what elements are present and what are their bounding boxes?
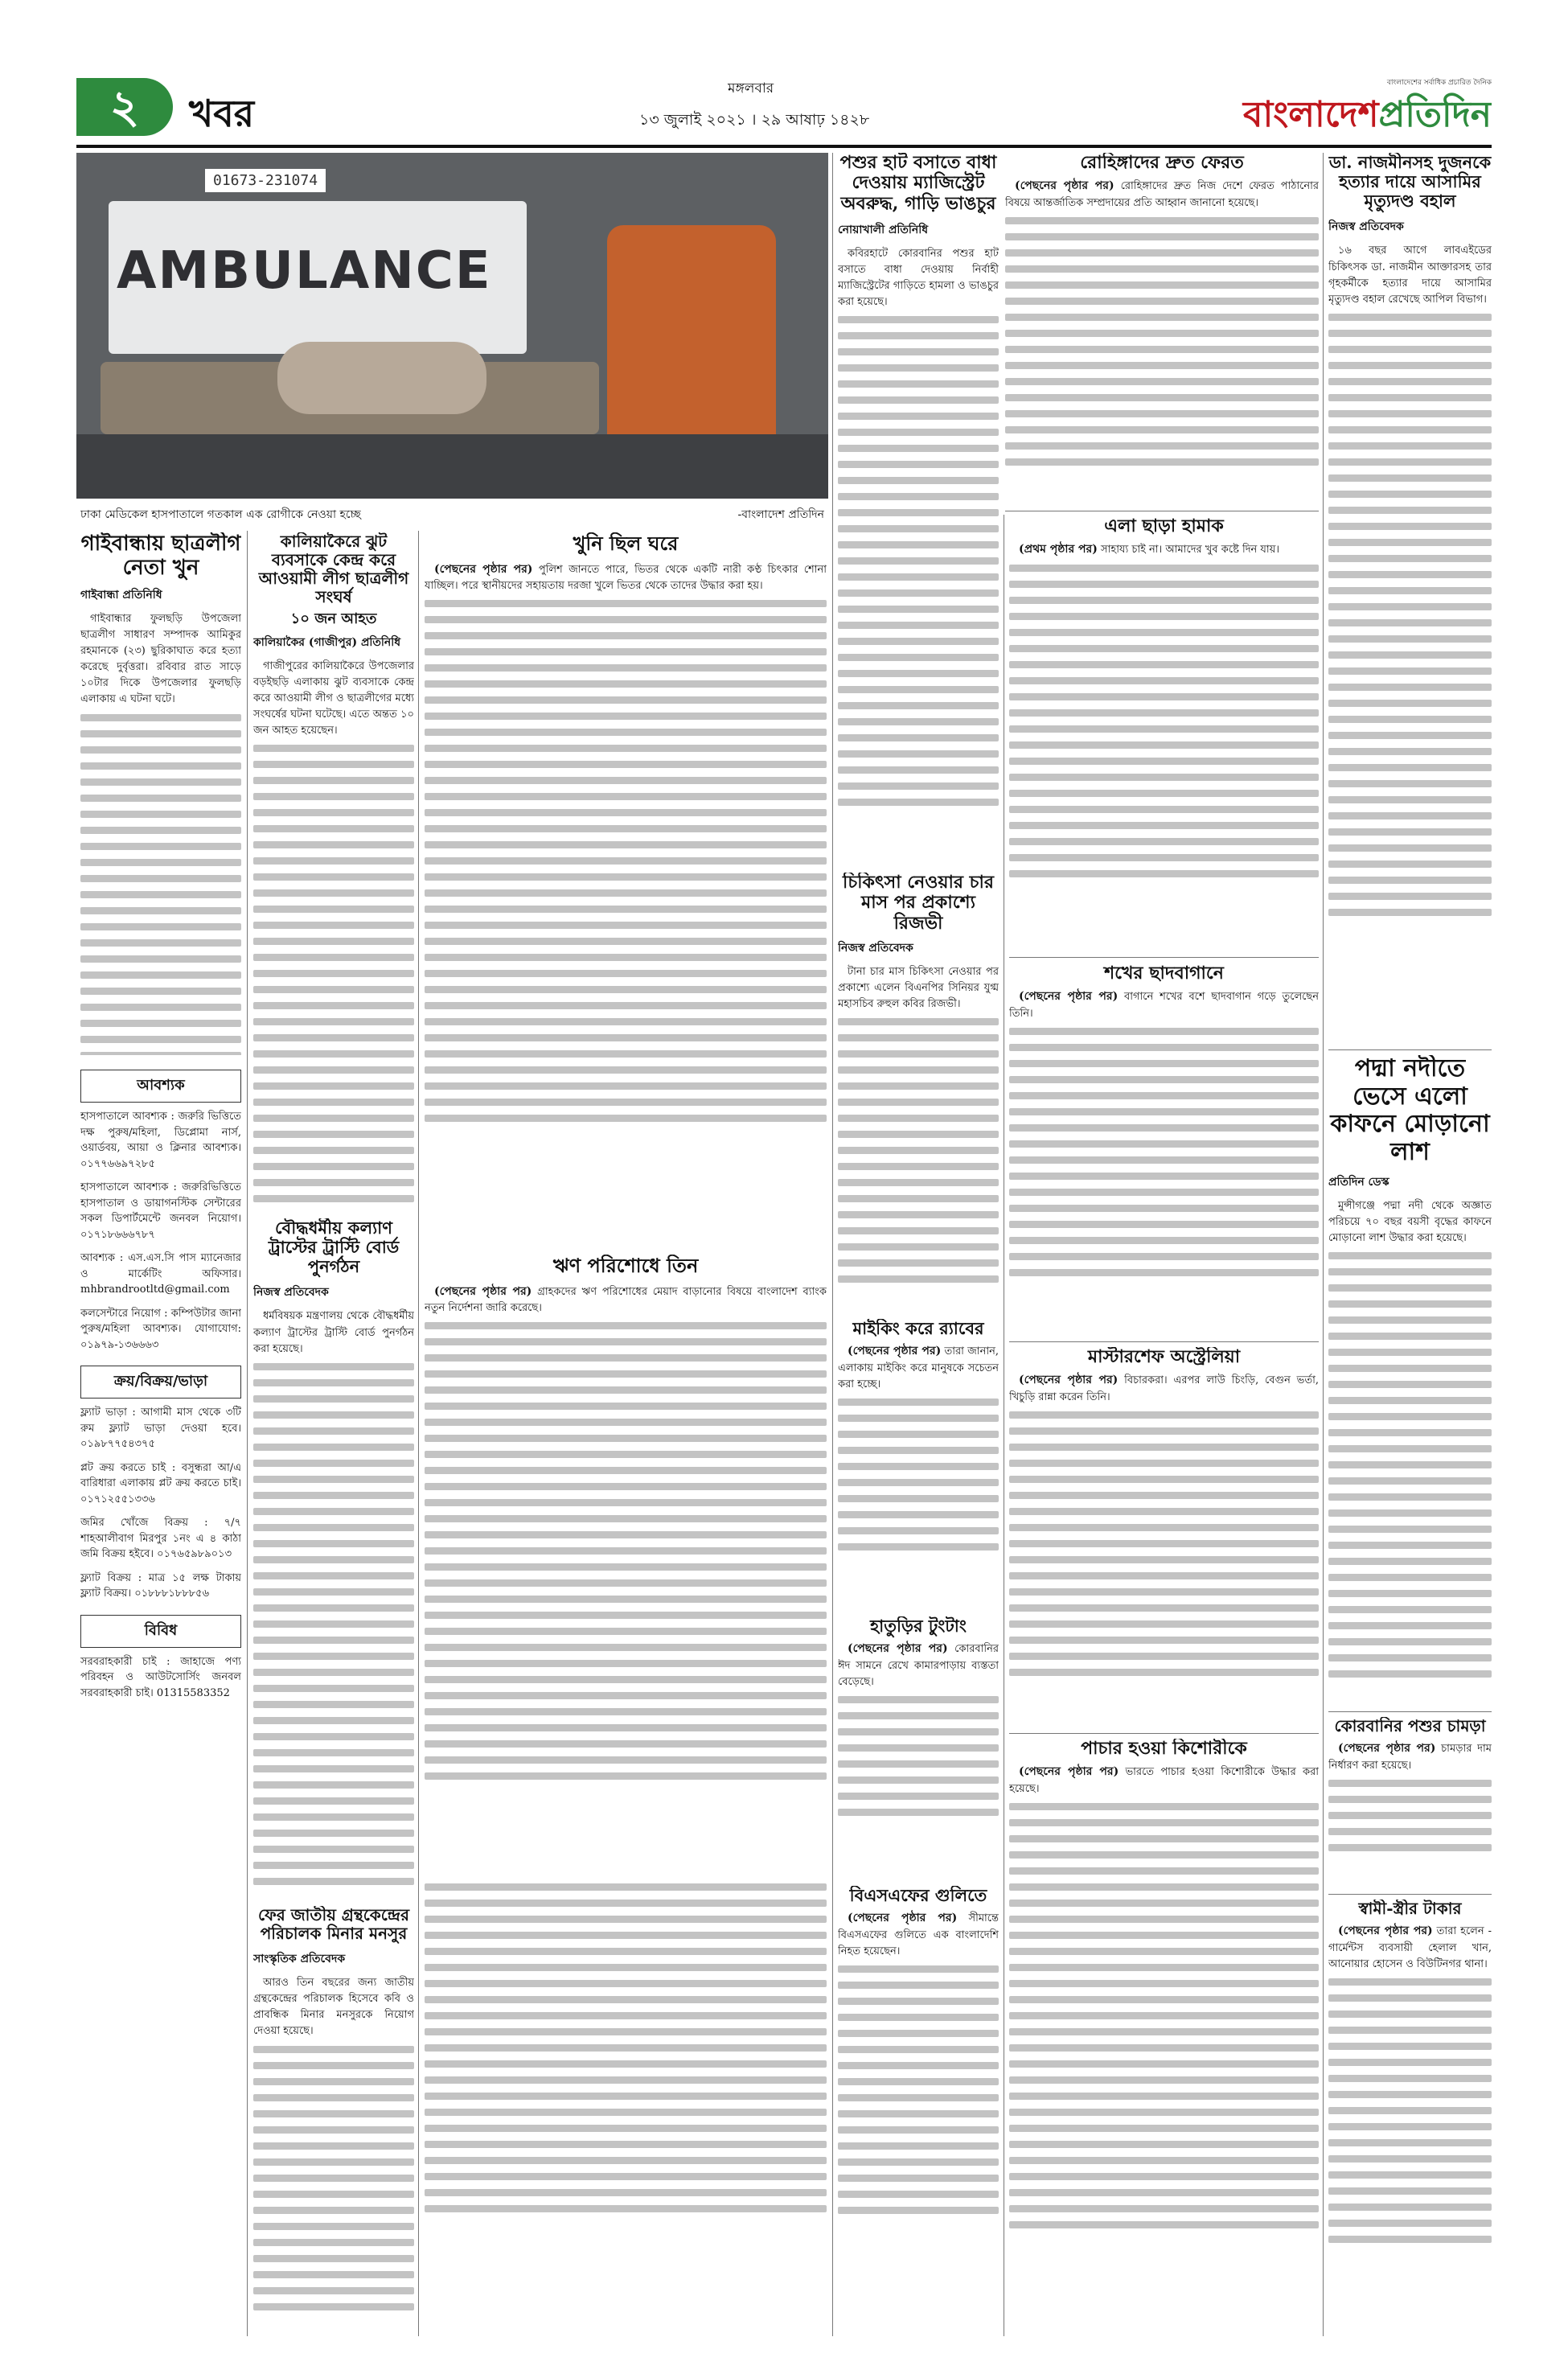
photo-caption: ঢাকা মেডিকেল হাসপাতালে গতকাল এক রোগীকে নেওয়া হচ্ছে [80,508,361,521]
masthead-rule [76,145,1492,148]
text-block [425,600,827,1122]
column-rule [247,531,248,2336]
article-couple-money [1328,1900,1492,2336]
article-jump: (পেছনের পৃষ্ঠার পর) [1015,179,1114,193]
article-kaliakoir [253,532,414,1208]
classified-ad: প্লট ক্রয় করতে চাই : বসুন্ধরা আ/এ বারিধারা এলাকায় প্লট ক্রয় করতে চাই। ০১৭১২৫৫১৩৩৬ [80,1461,241,1505]
section-rule [1328,1894,1492,1895]
text-block [838,1399,999,1550]
brand-name [1243,88,1492,141]
article-lead: ভারতে পাচার হওয়া কিশোরীকে উদ্ধার করা হয়েছে। [1009,1766,1319,1795]
article-body [1328,1923,1492,2243]
article-loan-continued [425,1878,827,2336]
article-subheadline: ১০ জন আহত [290,610,377,627]
article-minar-mansur [253,1906,414,2336]
article-buddhist-trust [253,1218,414,1894]
article-lead: টানা চার মাস চিকিৎসা নেওয়ার পর প্রকাশ্যে এলেন বিএনপির সিনিয়র যুগ্ম মহাসচিব রুহুল কবির রিজভী। [838,965,999,1011]
section-rule [1328,1049,1492,1050]
article-lead: গ্রাহকদের ঋণ পরিশোধের মেয়াদ বাড়ানোর বিষয়ে বাংলাদেশ ব্যাংক নতুন নির্দেশনা জারি করেছে। [425,1285,827,1315]
article-byline: নিজস্ব প্রতিবেদক [253,1286,329,1300]
article-ela-chara-hamak [1009,516,1319,951]
article-lead: সাহায্য চাই না। আমাদের খুব কষ্টে দিন যায়। [1101,544,1279,557]
article-cattle-market [838,153,999,860]
article-lead: সীমান্তে বিএসএফের গুলিতে এক বাংলাদেশি নিহত হয়েছেন। [838,1912,999,1957]
article-headline: পদ্মা নদীতে ভেসে এলো কাফনে মোড়ানো লাশ [1330,1055,1490,1166]
article-lead: মুন্সীগঞ্জে পদ্মা নদী থেকে অজ্ঞাত পরিচয়ে ৭০ বছর বয়সী বৃদ্ধের কাফনে মোড়ানো লাশ উদ্ধার করা হয়েছে। [1328,1200,1492,1245]
text-block [1009,565,1319,877]
article-gaibandha [80,532,241,1055]
article-headline: বিএসএফের গুলিতে [849,1886,987,1905]
article-byline: গাইবান্ধা প্রতিনিধি [80,588,162,602]
masthead [76,76,1492,141]
column-rule [418,531,419,2336]
article-lead: তারা হলেন - গার্মেন্টস ব্যবসায়ী হেলাল খান, আনোয়ার হোসেন ও বিউটিনগর থানা। [1328,1925,1492,1970]
article-headline: ডা. নাজমীনসহ দুজনকে হত্যার দায়ে আসামির মৃত্যুদণ্ড বহাল [1328,153,1492,212]
article-body [838,1343,999,1550]
ambulance-label: AMBULANCE [117,241,492,301]
article-lead: চামড়ার দাম নির্ধারণ করা হয়েছে। [1328,1743,1492,1772]
section-rule [1009,1341,1319,1342]
brand-name-part2: প্রতিদিন [1378,94,1492,135]
article-byline: প্রতিদিন ডেস্ক [1328,1176,1389,1189]
article-body [838,1910,999,2214]
article-lead: আরও তিন বছরের জন্য জাতীয় গ্রন্থকেন্দ্রের পরিচালক হিসেবে কবি ও প্রাবন্ধিক মিনার মনসুরকে নিয়োগ দেওয়া হয়েছে। [253,1977,414,2038]
section-rule [1328,1711,1492,1712]
classified-list-buysell [80,1405,241,1602]
classified-ad: হাসপাতালে আবশ্যক : জরুরিভিত্তিতে হাসপাতাল ও ডায়াগনস্টিক সেন্টারের সকল ডিপার্টমেন্টে জনবল নিয়োগ। ০১৭১৮৬৬৬৭৮৭ [80,1181,241,1241]
article-lead: তারা জানান, এলাকায় মাইকিং করে মানুষকে সচেতন করা হচ্ছে। [838,1345,999,1390]
article-body [1328,243,1492,916]
article-body [1009,1372,1319,1676]
article-body [838,964,999,1283]
article-jump: (পেছনের পৃষ্ঠার পর) [1338,1924,1433,1937]
text-block [1009,1411,1319,1676]
article-jump: (পেছনের পৃষ্ঠার পর) [1019,990,1119,1004]
text-block [425,1883,827,2212]
article-jump: (পেছনের পৃষ্ঠার পর) [848,1912,958,1925]
text-block [253,745,414,1208]
article-trafficked-girl [1009,1739,1319,2336]
text-block [1328,1252,1492,1678]
article-byline: কালিয়াকৈর (গাজীপুর) প্রতিনিধি [253,635,401,649]
section-title: খবর [189,92,255,135]
brand-name-part1: বাংলাদেশ [1243,94,1379,135]
article-body [1005,178,1319,466]
article-body [1009,988,1319,1276]
article-headline: ফের জাতীয় গ্রন্থকেন্দ্রের পরিচালক মিনার মনসুর [258,1906,409,1943]
phone-plate: 01673-231074 [205,169,326,192]
text-block [1009,1803,1319,2228]
article-body [425,1284,827,1780]
classified-header-buysell: ক্রয়/বিক্রয়/ভাড়া [80,1366,241,1399]
article-headline: বৌদ্ধধর্মীয় কল্যাণ ট্রাস্টের ট্রাস্টি বোর্ড পুনর্গঠন [268,1218,400,1277]
text-block [1009,1028,1319,1276]
article-roof-garden [1009,963,1319,1337]
article-headline: মাস্টারশেফ অস্ট্রেলিয়া [1087,1347,1241,1367]
article-headline: কালিয়াকৈরে ঝুট ব্যবসাকে কেন্দ্র করে আওয়ামী লীগ ছাত্রলীগ সংঘর্ষ [258,532,409,606]
classified-ad: ফ্ল্যাট বিক্রয় : মাত্র ১৫ লক্ষ টাকায় ফ্ল্যাট বিক্রয়। ০১৮৮৮১৮৮৮৫৬ [80,1571,241,1600]
text-block [1328,314,1492,916]
classified-ad: হাসপাতালে আবশ্যক : জরুরি ভিত্তিতে দক্ষ পুরুষ/মহিলা, ডিপ্লোমা নার্স, ওয়ার্ডবয়, আয়া ও ক্লিনার আবশ্যক। ০১৭৭৬৬৯৭২৮৫ [80,1111,241,1170]
article-lead: গাজীপুরের কালিয়াকৈরে উপজেলার বড়ইছড়ি এলাকায় ঝুট ব্যবসাকে কেন্দ্র করে আওয়ামী লীগ ও ছাত্রলীগের মধ্যে সংঘর্ষের ঘটনা ঘটেছে। এতে অন্তত ১০ জন আহত হয়েছেন। [253,659,414,737]
text-block [838,316,999,806]
article-nazmin-verdict [1328,153,1492,1045]
article-headline: হাতুড়ির টুংটাং [870,1616,967,1636]
article-headline: শখের ছাদবাগানে [1104,963,1224,984]
page-number: ২ [76,78,173,136]
classified-list-misc [80,1654,241,1702]
newspaper-logo [1218,76,1492,139]
classified-list-wanted [80,1109,241,1353]
article-byline: নোয়াখালী প্রতিনিধি [838,223,929,236]
section-rule [1009,1733,1319,1734]
article-body [1009,541,1319,877]
text-block [253,2046,414,2310]
article-masterchef [1009,1347,1319,1729]
text-block [425,1322,827,1780]
article-killer-at-home [425,532,827,1208]
issue-day: মঙ্গলবার [728,80,774,97]
article-body [838,246,999,807]
column-rule [832,153,833,2336]
article-bsf-firing [838,1886,999,2336]
article-jump: (পেছনের পৃষ্ঠার পর) [1019,1374,1119,1387]
article-body [253,659,414,1208]
article-body [838,1641,999,1816]
classified-header-wanted: আবশ্যক [80,1070,241,1103]
classified-ad: সরবরাহকারী চাই : জাহাজে পণ্য পরিবহন ও আউটসোর্সিং জনবল সরবরাহকারী চাই। 01315583352 [80,1655,241,1699]
article-jump: (পেছনের পৃষ্ঠার পর) [434,562,533,576]
article-rab-miking [838,1319,999,1608]
text-block [1328,1978,1492,2243]
article-jump: (পেছনের পৃষ্ঠার পর) [848,1345,942,1358]
section-rule [1009,957,1319,958]
article-byline: নিজস্ব প্রতিবেদক [1328,220,1404,234]
article-padma-body [1328,1055,1492,1707]
article-body [425,1883,827,2212]
photo-floor [76,434,828,499]
article-rohingya [1005,153,1319,507]
classified-header-misc: বিবিধ [80,1615,241,1648]
news-photo [76,153,828,499]
article-body [253,1975,414,2310]
article-loan-repayment [425,1255,827,1866]
article-body [80,611,241,1055]
article-body [1328,1198,1492,1678]
article-headline: চিকিৎসা নেওয়ার চার মাস পর প্রকাশ্যে রিজভী [843,873,994,934]
patient-figure [277,342,486,414]
classified-ad: ফ্ল্যাট ভাড়া : আগামী মাস থেকে ৩টি রুম ফ্ল্যাট ভাড়া দেওয়া হবে। ০১৯৮৭৭৫৪৩৭৫ [80,1407,241,1450]
column-rule [1323,153,1324,2336]
article-rizvi [838,873,999,1307]
text-block [80,714,241,1055]
classified-ad: জমির খোঁজে বিক্রয় : ৭/৭ শাহআলীবাগ মিরপুর ১নং এ ৪ কাঠা জমি বিক্রয় হইবে। ০১৭৬৫৯৮৯০১৩ [80,1517,241,1560]
article-lead: কবিরহাটে কোরবানির পশুর হাট বসাতে বাধা দেওয়ায় নির্বাহী ম্যাজিস্ট্রেটের গাড়িতে হামলা ও ভাঙচুর করা হয়েছে। [838,247,999,309]
article-lead: পুলিশ জানতে পারে, ভিতর থেকে একটি নারী কণ্ঠ চিৎকার শোনা যাচ্ছিল। পরে স্থানীয়দের সহায়তায় দরজা খুলে ভিতর থেকে তাদের উদ্ধার করা হয়। [425,563,827,593]
issue-date: ১৩ জুলাই ২০২১ । ২৯ আষাঢ় ১৪২৮ [639,111,870,129]
article-hammer [838,1616,999,1874]
article-lead: বাগানে শখের বশে ছাদবাগান গড়ে তুলেছেন তিনি। [1009,991,1319,1020]
article-headline: মাইকিং করে র‌্যাবের [852,1319,984,1338]
text-block [1328,1780,1492,1851]
text-block [838,1018,999,1283]
article-lead: ১৬ বছর আগে লাবএইডের চিকিৎসক ডা. নাজমীন আক্তারসহ তার গৃহকর্মীকে হত্যার দায়ে আসামির মৃত্যুদণ্ড বহাল রেখেছে আপিল বিভাগ। [1328,244,1492,306]
article-headline: পশুর হাট বসাতে বাধা দেওয়ায় ম্যাজিস্ট্রেট অবরুদ্ধ, গাড়ি ভাঙচুর [839,153,997,214]
classified-ad: আবশ্যক : এস.এস.সি পাস ম্যানেজার ও মার্কেটিং অফিসার। mhbrandrootltd@gmail.com [80,1252,241,1296]
article-lead: কোরবানির ঈদ সামনে রেখে কামারপাড়ায় ব্যস্ততা বেড়েছে। [838,1643,999,1688]
text-block [1005,217,1319,466]
article-lead: গাইবান্ধার ফুলছড়ি উপজেলা ছাত্রলীগ সাধারণ সম্পাদক আমিকুর রহমানকে (২৩) ছুরিকাঘাত করে হত্যা করেছে দুর্বৃত্তরা। রবিবার রাত সাড়ে ১০টার দিকে উপজেলার ফুলছড়ি এলাকায় এ ঘটনা ঘটে। [80,612,241,706]
article-body [1009,1764,1319,2228]
article-headline: রোহিঙ্গাদের দ্রুত ফেরত [1080,153,1244,173]
article-headline: ঋণ পরিশোধে তিন [552,1255,699,1277]
article-jump: (পেছনের পৃষ্ঠার পর) [848,1642,948,1656]
classified-ad: কলসেন্টারে নিয়োগ : কম্পিউটার জানা পুরুষ/মহিলা আবশ্যক। যোগাযোগ: ০১৯৭৯-১৩৬৬৬৩ [80,1307,241,1351]
brand-tagline: বাংলাদেশের সর্বাধিক প্রচারিত দৈনিক [1386,79,1492,87]
article-byline: নিজস্ব প্রতিবেদক [838,941,913,955]
article-body [253,1308,414,1884]
article-headline: কোরবানির পশুর চামড়া [1334,1717,1486,1735]
article-lead: ধর্মবিষয়ক মন্ত্রণালয় থেকে বৌদ্ধধর্মীয় কল্যাণ ট্রাস্টের ট্রাস্টি বোর্ড পুনর্গঠন করা হয়েছে। [253,1310,414,1355]
article-headline: গাইবান্ধায় ছাত্রলীগ নেতা খুন [80,532,241,580]
article-jump: (পেছনের পৃষ্ঠার পর) [434,1284,532,1298]
article-jump: (প্রথম পৃষ্ঠার পর) [1019,543,1098,557]
article-headline: স্বামী-স্ত্রীর টাকার [1358,1900,1462,1918]
article-headline: পাচার হওয়া কিশোরীকে [1081,1739,1247,1759]
classifieds-column [80,1070,241,2336]
article-hide-price [1328,1717,1492,1890]
photo-credit: -বাংলাদেশ প্রতিদিন [737,508,824,521]
article-byline: সাংস্কৃতিক প্রতিবেদক [253,1953,346,1965]
text-block [838,1696,999,1816]
text-block [838,1965,999,2214]
article-body [425,561,827,1123]
article-headline: এলা ছাড়া হামাক [1104,516,1224,536]
article-body [1328,1740,1492,1851]
article-jump: (পেছনের পৃষ্ঠার পর) [1338,1742,1436,1755]
article-lead: বিচারকরা। এরপর লাউ চিংড়ি, বেগুন ভর্তা, খিচুড়ি রান্না করেন তিনি। [1009,1374,1319,1403]
article-lead: রোহিঙ্গাদের দ্রুত নিজ দেশে ফেরত পাঠানোর বিষয়ে আন্তর্জাতিক সম্প্রদায়ের প্রতি আহ্বান জানানো হয়েছে। [1005,180,1319,209]
text-block [253,1363,414,1885]
article-headline: খুনি ছিল ঘরে [573,532,679,555]
article-jump: (পেছনের পৃষ্ঠার পর) [1019,1765,1119,1779]
